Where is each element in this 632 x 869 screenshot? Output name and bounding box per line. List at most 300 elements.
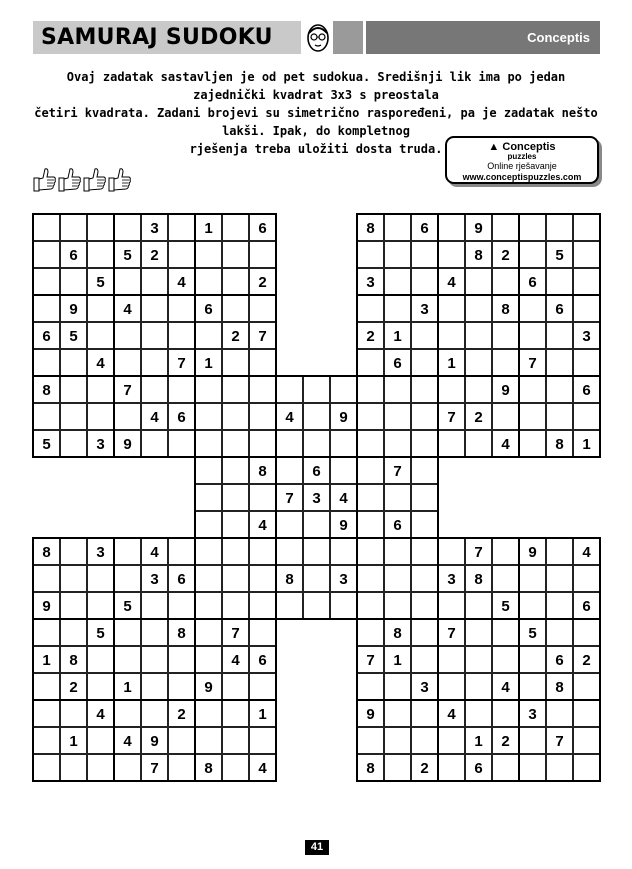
sudoku-cell[interactable] (276, 538, 303, 565)
sudoku-cell[interactable] (519, 295, 546, 322)
sudoku-cell[interactable] (195, 538, 222, 565)
sudoku-cell: 1 (249, 700, 276, 727)
sudoku-cell[interactable] (60, 565, 87, 592)
sudoku-cell[interactable] (492, 349, 519, 376)
sudoku-cell[interactable] (114, 754, 141, 781)
sudoku-cell[interactable] (249, 619, 276, 646)
sudoku-cell[interactable] (222, 241, 249, 268)
sudoku-cell[interactable] (276, 376, 303, 403)
sudoku-cell[interactable] (33, 727, 60, 754)
sudoku-cell[interactable] (384, 565, 411, 592)
sudoku-cell[interactable] (87, 322, 114, 349)
sudoku-cell[interactable] (168, 754, 195, 781)
sudoku-cell[interactable] (114, 214, 141, 241)
sudoku-cell[interactable] (546, 619, 573, 646)
sudoku-cell[interactable] (357, 619, 384, 646)
sudoku-cell[interactable] (195, 376, 222, 403)
sudoku-cell[interactable] (87, 376, 114, 403)
sudoku-cell[interactable] (114, 268, 141, 295)
sudoku-cell[interactable] (276, 457, 303, 484)
thumbs-up-icon (34, 169, 55, 191)
sudoku-cell[interactable] (249, 673, 276, 700)
sudoku-cell[interactable] (222, 484, 249, 511)
sudoku-cell[interactable] (465, 376, 492, 403)
sudoku-cell[interactable] (573, 700, 600, 727)
sudoku-cell[interactable] (465, 268, 492, 295)
sudoku-cell[interactable] (303, 403, 330, 430)
sudoku-cell[interactable] (195, 619, 222, 646)
sudoku-cell: 4 (87, 349, 114, 376)
sudoku-cell[interactable] (222, 592, 249, 619)
sudoku-cell[interactable] (276, 430, 303, 457)
sudoku-cell[interactable] (222, 673, 249, 700)
sudoku-cell[interactable] (519, 754, 546, 781)
sudoku-cell[interactable] (330, 376, 357, 403)
sudoku-cell[interactable] (492, 538, 519, 565)
sudoku-cell[interactable] (168, 241, 195, 268)
sudoku-cell: 4 (141, 403, 168, 430)
sudoku-cell[interactable] (114, 349, 141, 376)
sudoku-cell[interactable] (519, 727, 546, 754)
sudoku-cell[interactable] (357, 592, 384, 619)
sudoku-cell: 3 (357, 268, 384, 295)
sudoku-cell[interactable] (438, 376, 465, 403)
sudoku-cell[interactable] (249, 295, 276, 322)
sudoku-cell[interactable] (492, 646, 519, 673)
sudoku-cell[interactable] (438, 241, 465, 268)
sudoku-cell: 4 (141, 538, 168, 565)
sudoku-cell[interactable] (60, 619, 87, 646)
sudoku-cell[interactable] (357, 403, 384, 430)
sudoku-cell[interactable] (222, 376, 249, 403)
sudoku-cell[interactable] (411, 484, 438, 511)
sudoku-cell[interactable] (384, 484, 411, 511)
author-portrait-icon (303, 21, 363, 54)
sudoku-cell[interactable] (573, 241, 600, 268)
sudoku-cell[interactable] (492, 268, 519, 295)
sudoku-cell[interactable] (87, 646, 114, 673)
sudoku-cell[interactable] (438, 673, 465, 700)
sudoku-cell[interactable] (114, 322, 141, 349)
sudoku-cell[interactable] (87, 754, 114, 781)
sudoku-cell[interactable] (465, 430, 492, 457)
sudoku-cell[interactable] (141, 673, 168, 700)
sudoku-cell[interactable] (33, 241, 60, 268)
sudoku-cell[interactable] (519, 403, 546, 430)
sudoku-cell[interactable] (303, 592, 330, 619)
sudoku-cell: 4 (330, 484, 357, 511)
sudoku-cell[interactable] (222, 511, 249, 538)
sudoku-cell: 4 (114, 727, 141, 754)
sudoku-cell[interactable] (168, 322, 195, 349)
sudoku-cell[interactable] (411, 349, 438, 376)
sudoku-cell[interactable] (60, 214, 87, 241)
sudoku-cell[interactable] (492, 403, 519, 430)
sudoku-cell[interactable] (357, 376, 384, 403)
sudoku-cell[interactable] (573, 295, 600, 322)
sudoku-cell[interactable] (411, 457, 438, 484)
sudoku-cell[interactable] (411, 592, 438, 619)
sudoku-cell[interactable] (357, 727, 384, 754)
sudoku-cell[interactable] (33, 349, 60, 376)
sudoku-cell: 8 (546, 430, 573, 457)
sudoku-cell[interactable] (492, 754, 519, 781)
sudoku-cell[interactable] (87, 727, 114, 754)
puzzle-piece-icon: ▲ (488, 141, 500, 153)
sudoku-cell[interactable] (33, 295, 60, 322)
sudoku-cell[interactable] (519, 241, 546, 268)
sudoku-cell[interactable] (195, 268, 222, 295)
sudoku-cell[interactable] (465, 673, 492, 700)
sudoku-cell[interactable] (546, 700, 573, 727)
sudoku-cell: 5 (87, 619, 114, 646)
sudoku-cell[interactable] (384, 430, 411, 457)
sudoku-cell[interactable] (492, 214, 519, 241)
sudoku-cell[interactable] (303, 511, 330, 538)
sudoku-cell[interactable] (465, 349, 492, 376)
sudoku-cell[interactable] (357, 295, 384, 322)
sudoku-cell[interactable] (249, 727, 276, 754)
sudoku-cell[interactable] (384, 403, 411, 430)
sudoku-cell[interactable] (60, 754, 87, 781)
sudoku-cell[interactable] (438, 727, 465, 754)
sudoku-cell[interactable] (276, 592, 303, 619)
sudoku-cell: 4 (492, 430, 519, 457)
sudoku-cell: 6 (249, 646, 276, 673)
sudoku-cell[interactable] (573, 754, 600, 781)
sudoku-cell[interactable] (546, 214, 573, 241)
sudoku-cell[interactable] (249, 538, 276, 565)
sudoku-cell: 7 (438, 619, 465, 646)
sudoku-cell[interactable] (249, 349, 276, 376)
sudoku-cell[interactable] (519, 565, 546, 592)
sudoku-cell[interactable] (411, 511, 438, 538)
sudoku-cell[interactable] (141, 430, 168, 457)
sudoku-cell[interactable] (195, 430, 222, 457)
sudoku-cell[interactable] (60, 538, 87, 565)
sudoku-cell[interactable] (411, 322, 438, 349)
sudoku-cell[interactable] (384, 214, 411, 241)
sudoku-cell[interactable] (519, 430, 546, 457)
sudoku-cell[interactable] (168, 295, 195, 322)
sudoku-cell[interactable] (60, 592, 87, 619)
sudoku-cell[interactable] (546, 322, 573, 349)
sudoku-cell[interactable] (438, 538, 465, 565)
sudoku-cell[interactable] (33, 268, 60, 295)
sudoku-cell[interactable] (195, 511, 222, 538)
sudoku-cell[interactable] (573, 565, 600, 592)
sudoku-cell[interactable] (546, 268, 573, 295)
sudoku-cell[interactable] (249, 430, 276, 457)
sudoku-cell[interactable] (141, 592, 168, 619)
sudoku-cell[interactable] (222, 430, 249, 457)
sudoku-cell[interactable] (168, 673, 195, 700)
sudoku-cell[interactable] (168, 538, 195, 565)
sudoku-cell[interactable] (33, 754, 60, 781)
sudoku-cell: 6 (546, 295, 573, 322)
sudoku-cell[interactable] (384, 295, 411, 322)
sudoku-cell[interactable] (384, 673, 411, 700)
sudoku-cell[interactable] (384, 592, 411, 619)
sudoku-cell[interactable] (60, 349, 87, 376)
sudoku-cell[interactable] (114, 646, 141, 673)
sudoku-cell[interactable] (168, 430, 195, 457)
sudoku-cell[interactable] (114, 700, 141, 727)
sudoku-cell[interactable] (384, 376, 411, 403)
sudoku-cell[interactable] (357, 565, 384, 592)
sudoku-cell: 6 (384, 511, 411, 538)
sudoku-cell[interactable] (222, 754, 249, 781)
sudoku-cell[interactable] (249, 376, 276, 403)
sudoku-cell: 8 (195, 754, 222, 781)
sudoku-cell[interactable] (33, 403, 60, 430)
sudoku-cell[interactable] (87, 295, 114, 322)
sudoku-cell[interactable] (303, 376, 330, 403)
sudoku-cell[interactable] (87, 565, 114, 592)
sudoku-cell[interactable] (492, 700, 519, 727)
sudoku-cell: 3 (411, 673, 438, 700)
sudoku-cell[interactable] (546, 376, 573, 403)
sudoku-cell[interactable] (195, 322, 222, 349)
sudoku-cell[interactable] (330, 430, 357, 457)
sudoku-cell[interactable] (438, 322, 465, 349)
sudoku-cell[interactable] (330, 457, 357, 484)
sudoku-cell[interactable] (195, 403, 222, 430)
sudoku-cell[interactable] (465, 592, 492, 619)
sudoku-cell: 1 (384, 646, 411, 673)
sudoku-cell: 9 (492, 376, 519, 403)
sudoku-cell[interactable] (141, 646, 168, 673)
sudoku-cell[interactable] (573, 349, 600, 376)
sudoku-cell[interactable] (546, 754, 573, 781)
sudoku-cell[interactable] (438, 214, 465, 241)
sudoku-cell[interactable] (492, 619, 519, 646)
sudoku-cell[interactable] (573, 727, 600, 754)
sudoku-cell[interactable] (546, 403, 573, 430)
sudoku-cell[interactable] (249, 592, 276, 619)
sudoku-cell[interactable] (411, 376, 438, 403)
sudoku-cell[interactable] (411, 700, 438, 727)
sudoku-cell[interactable] (303, 565, 330, 592)
sudoku-cell[interactable] (195, 457, 222, 484)
sudoku-cell[interactable] (546, 538, 573, 565)
sudoku-cell[interactable] (519, 322, 546, 349)
sudoku-cell[interactable] (195, 241, 222, 268)
sudoku-cell[interactable] (195, 565, 222, 592)
sudoku-cell[interactable] (465, 619, 492, 646)
sudoku-cell[interactable] (546, 592, 573, 619)
sudoku-cell[interactable] (141, 619, 168, 646)
sudoku-cell[interactable] (492, 565, 519, 592)
sudoku-cell[interactable] (384, 241, 411, 268)
header (33, 21, 600, 54)
sudoku-cell[interactable] (303, 430, 330, 457)
sudoku-cell[interactable] (384, 538, 411, 565)
sudoku-cell[interactable] (87, 673, 114, 700)
sudoku-cell[interactable] (195, 646, 222, 673)
sudoku-cell[interactable] (519, 646, 546, 673)
sudoku-cell[interactable] (222, 538, 249, 565)
sudoku-cell[interactable] (222, 403, 249, 430)
sudoku-cell[interactable] (249, 403, 276, 430)
sudoku-cell: 5 (114, 241, 141, 268)
sudoku-cell[interactable] (303, 538, 330, 565)
sudoku-cell: 6 (573, 592, 600, 619)
sudoku-cell[interactable] (60, 268, 87, 295)
sudoku-cell: 4 (222, 646, 249, 673)
conceptis-promo[interactable] (445, 136, 599, 184)
sudoku-cell[interactable] (87, 592, 114, 619)
sudoku-cell[interactable] (195, 592, 222, 619)
sudoku-cell[interactable] (168, 646, 195, 673)
sudoku-cell: 8 (546, 673, 573, 700)
sudoku-cell[interactable] (357, 430, 384, 457)
sudoku-cell[interactable] (573, 214, 600, 241)
sudoku-cell[interactable] (222, 565, 249, 592)
sudoku-cell[interactable] (87, 403, 114, 430)
sudoku-cell[interactable] (33, 565, 60, 592)
sudoku-cell: 8 (384, 619, 411, 646)
sudoku-cell[interactable] (411, 538, 438, 565)
sudoku-cell[interactable] (141, 268, 168, 295)
sudoku-cell[interactable] (357, 241, 384, 268)
sudoku-cell: 9 (141, 727, 168, 754)
sudoku-cell[interactable] (384, 727, 411, 754)
sudoku-cell[interactable] (195, 700, 222, 727)
sudoku-cell[interactable] (438, 592, 465, 619)
sudoku-cell[interactable] (141, 322, 168, 349)
sudoku-cell[interactable] (411, 268, 438, 295)
sudoku-cell[interactable] (222, 349, 249, 376)
sudoku-cell: 9 (330, 403, 357, 430)
sudoku-cell: 9 (60, 295, 87, 322)
sudoku-cell[interactable] (357, 538, 384, 565)
sudoku-cell[interactable] (411, 241, 438, 268)
sudoku-cell[interactable] (465, 295, 492, 322)
sudoku-cell[interactable] (573, 673, 600, 700)
sudoku-cell[interactable] (222, 295, 249, 322)
sudoku-cell[interactable] (330, 592, 357, 619)
sudoku-cell[interactable] (357, 349, 384, 376)
sudoku-cell: 4 (249, 754, 276, 781)
sudoku-cell[interactable] (222, 457, 249, 484)
sudoku-cell[interactable] (222, 700, 249, 727)
sudoku-cell[interactable] (573, 403, 600, 430)
sudoku-cell[interactable] (519, 214, 546, 241)
sudoku-cell[interactable] (87, 241, 114, 268)
sudoku-cell[interactable] (114, 565, 141, 592)
sudoku-cell[interactable] (357, 484, 384, 511)
sudoku-cell: 8 (249, 457, 276, 484)
sudoku-cell[interactable] (384, 754, 411, 781)
sudoku-cell: 8 (465, 565, 492, 592)
sudoku-cell[interactable] (357, 511, 384, 538)
sudoku-cell[interactable] (60, 403, 87, 430)
sudoku-cell[interactable] (384, 700, 411, 727)
sudoku-cell[interactable] (276, 511, 303, 538)
sudoku-cell[interactable] (87, 214, 114, 241)
sudoku-cell[interactable] (519, 673, 546, 700)
sudoku-cell[interactable] (330, 538, 357, 565)
sudoku-cell[interactable] (411, 727, 438, 754)
sudoku-cell[interactable] (249, 565, 276, 592)
sudoku-cell[interactable] (60, 700, 87, 727)
sudoku-cell: 9 (330, 511, 357, 538)
sudoku-cell[interactable] (519, 376, 546, 403)
sudoku-cell[interactable] (141, 349, 168, 376)
sudoku-cell[interactable] (465, 322, 492, 349)
sudoku-cell[interactable] (573, 268, 600, 295)
sudoku-cell[interactable] (411, 430, 438, 457)
sudoku-cell: 2 (357, 322, 384, 349)
sudoku-cell[interactable] (249, 241, 276, 268)
sudoku-cell[interactable] (411, 619, 438, 646)
sudoku-cell[interactable] (573, 619, 600, 646)
sudoku-cell[interactable] (141, 295, 168, 322)
sudoku-cell[interactable] (357, 457, 384, 484)
sudoku-cell: 4 (276, 403, 303, 430)
sudoku-cell[interactable] (411, 565, 438, 592)
sudoku-cell[interactable] (195, 727, 222, 754)
sudoku-cell[interactable] (222, 214, 249, 241)
sudoku-cell[interactable] (60, 376, 87, 403)
sudoku-cell: 2 (141, 241, 168, 268)
intro-line-3: rješenja treba uložiti dosta truda. (189, 142, 443, 156)
sudoku-cell[interactable] (33, 619, 60, 646)
sudoku-cell[interactable] (33, 700, 60, 727)
sudoku-cell[interactable] (141, 376, 168, 403)
sudoku-cell: 1 (114, 673, 141, 700)
sudoku-cell[interactable] (168, 592, 195, 619)
sudoku-cell[interactable] (465, 700, 492, 727)
sudoku-cell[interactable] (546, 565, 573, 592)
sudoku-cell[interactable] (60, 430, 87, 457)
sudoku-cell: 8 (276, 565, 303, 592)
sudoku-cell[interactable] (141, 700, 168, 727)
sudoku-cell[interactable] (33, 214, 60, 241)
sudoku-cell: 4 (249, 511, 276, 538)
sudoku-cell[interactable] (384, 268, 411, 295)
sudoku-cell[interactable] (114, 403, 141, 430)
sudoku-cell[interactable] (438, 754, 465, 781)
sudoku-cell[interactable] (411, 403, 438, 430)
sudoku-cell[interactable] (114, 538, 141, 565)
sudoku-cell[interactable] (249, 484, 276, 511)
sudoku-cell[interactable] (438, 646, 465, 673)
sudoku-cell[interactable] (492, 322, 519, 349)
sudoku-cell: 3 (141, 214, 168, 241)
sudoku-cell[interactable] (114, 619, 141, 646)
sudoku-cell[interactable] (519, 592, 546, 619)
sudoku-cell[interactable] (222, 268, 249, 295)
sudoku-cell[interactable] (168, 376, 195, 403)
sudoku-cell[interactable] (546, 349, 573, 376)
sudoku-cell[interactable] (222, 727, 249, 754)
sudoku-cell[interactable] (33, 673, 60, 700)
sudoku-cell[interactable] (438, 295, 465, 322)
sudoku-cell[interactable] (411, 646, 438, 673)
sudoku-cell[interactable] (195, 484, 222, 511)
sudoku-cell: 2 (168, 700, 195, 727)
sudoku-cell[interactable] (168, 727, 195, 754)
promo-url-link[interactable]: www.conceptispuzzles.com (462, 172, 582, 182)
sudoku-cell: 7 (249, 322, 276, 349)
sudoku-cell: 1 (438, 349, 465, 376)
sudoku-cell[interactable] (357, 673, 384, 700)
sudoku-cell[interactable] (438, 430, 465, 457)
sudoku-cell[interactable] (465, 646, 492, 673)
sudoku-cell[interactable] (168, 214, 195, 241)
